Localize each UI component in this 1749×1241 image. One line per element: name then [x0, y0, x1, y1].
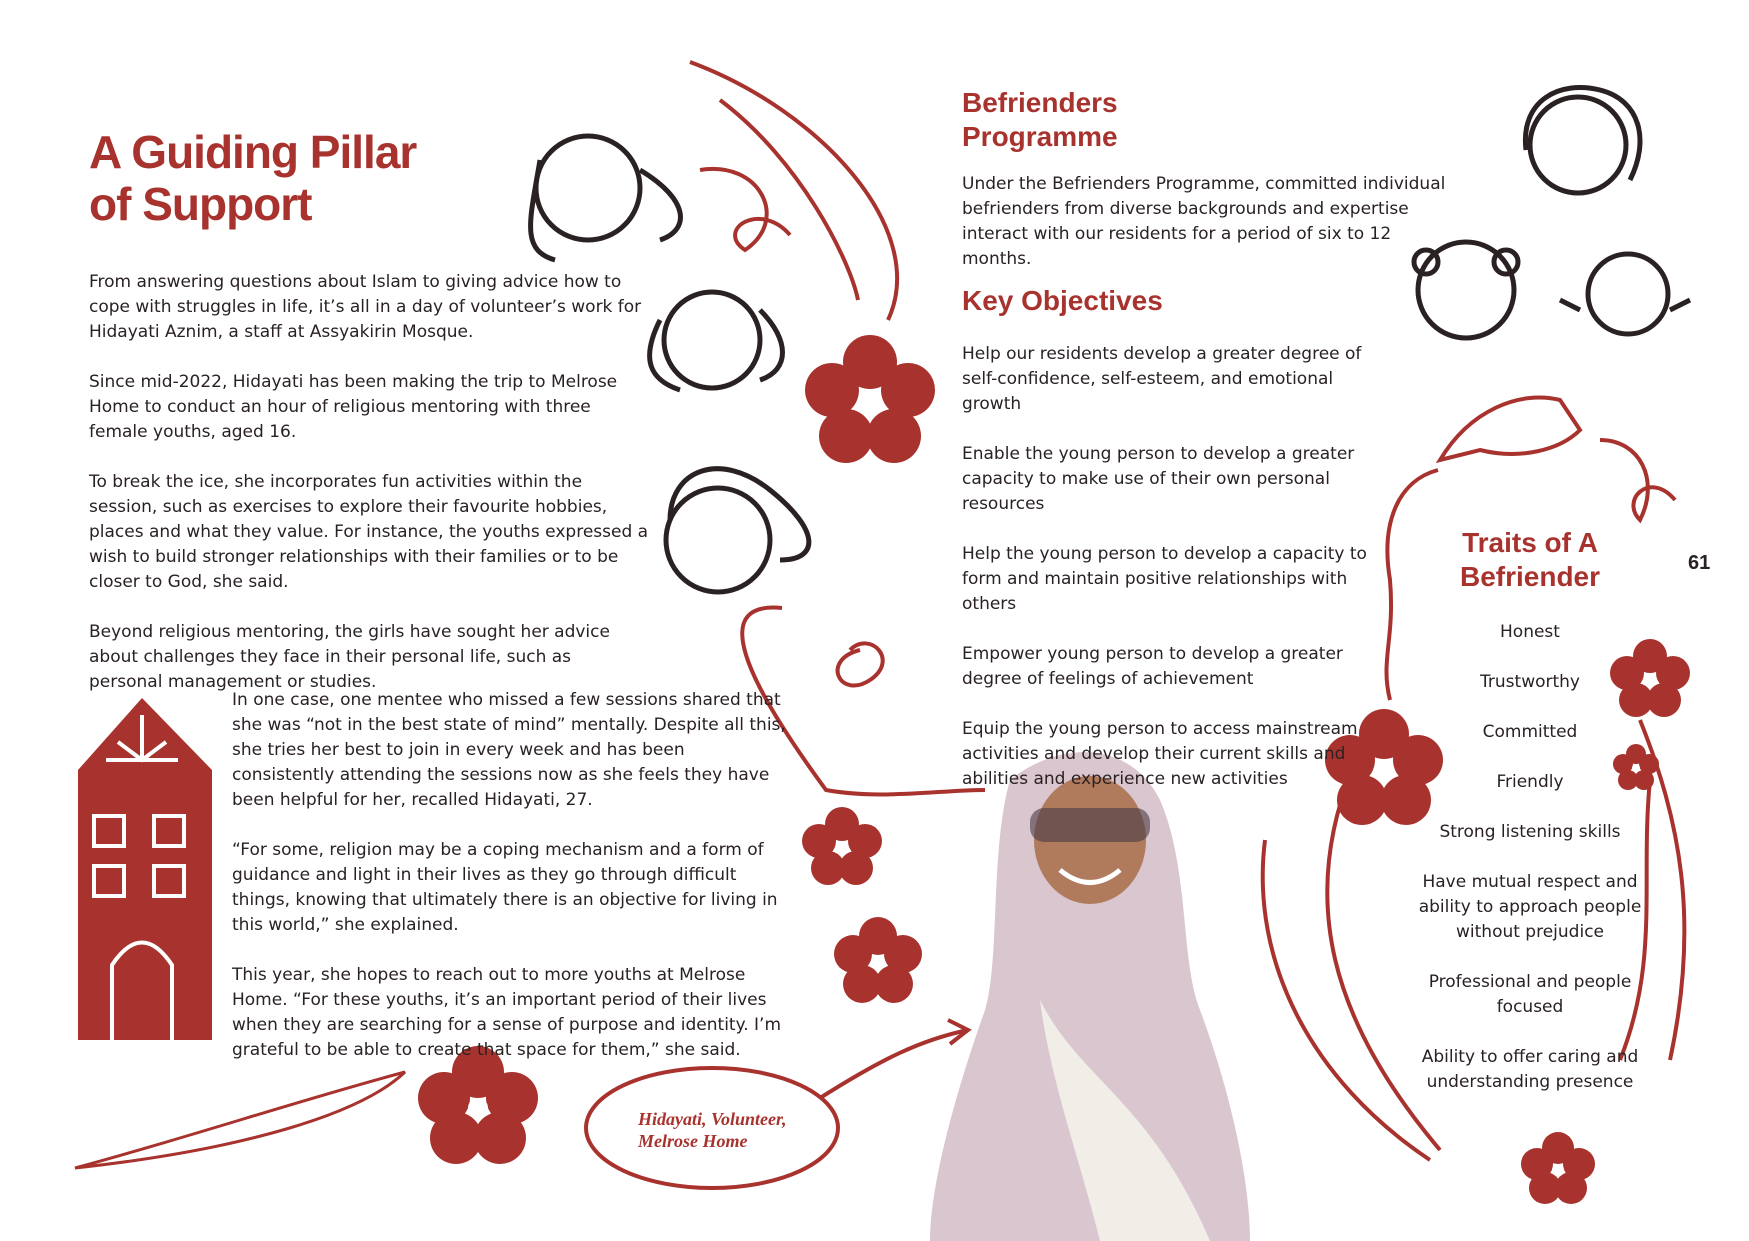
title-line-2: of Support	[89, 178, 312, 230]
trait-item: Ability to offer caring and understanding presence	[1421, 1047, 1639, 1092]
befrienders-heading-line-1: Befrienders	[962, 87, 1118, 118]
befrienders-heading-line-2: Programme	[962, 121, 1118, 152]
article-left-column	[89, 270, 649, 720]
trait-item: Friendly	[1496, 772, 1564, 792]
trait-item: Have mutual respect and ability to approach people without prejudice	[1418, 872, 1642, 942]
page-title	[89, 126, 529, 230]
caption-line-1: Hidayati, Volunteer,	[638, 1109, 787, 1129]
article-paragraph: To break the ice, she incorporates fun activities within the session, such as exercises to explore their favourite hobbies, places and what they value. For instance, the youths expressed a wish to build stronger relationships with their families or to be closer to God, she said.	[89, 472, 649, 592]
article-paragraph: “For some, religion may be a coping mechanism and a form of guidance and light in their lives as they go through difficult things, knowing that ultimately there is an objective for living in this world,” she explained.	[232, 840, 778, 935]
trait-item: Honest	[1500, 622, 1560, 642]
article-paragraph: In one case, one mentee who missed a few sessions shared that she was “not in the best state of mind” mentally. Despite all this, she tries her best to join in every week and has been consistently attending the sessions now as she feels they have been helpful for her, recalled Hidayati, 27.	[232, 690, 786, 810]
article-paragraph: Beyond religious mentoring, the girls have sought her advice about challenges they face in their personal life, such as personal management or studies.	[89, 622, 610, 692]
article-middle-column	[232, 688, 792, 1088]
middle-flowers-illustration	[802, 335, 935, 1003]
befrienders-heading	[962, 86, 1142, 154]
trait-item: Strong listening skills	[1439, 822, 1621, 842]
article-paragraph: This year, she hopes to reach out to more youths at Melrose Home. “For these youths, it’s an important period of their lives when they are searching for a sense of purpose and identity. I’m grateful to be able to create that space for them,” she said.	[232, 965, 782, 1060]
article-paragraph: Since mid-2022, Hidayati has been making the trip to Melrose Home to conduct an hour of religious mentoring with three female youths, aged 16.	[89, 372, 618, 442]
objective-item: Help our residents develop a greater degree of self-confidence, self-esteem, and emotional growth	[962, 344, 1362, 414]
objective-item: Help the young person to develop a capacity to form and maintain positive relationships with others	[962, 544, 1367, 614]
objective-item: Empower young person to develop a greater degree of feelings of achievement	[962, 644, 1343, 689]
title-line-1: A Guiding Pillar	[89, 126, 417, 178]
objective-item: Equip the young person to access mainstream activities and develop their current skills and abilities and experience new activities	[962, 719, 1358, 789]
caption-line-2: Melrose Home	[638, 1131, 748, 1151]
traits-heading	[1430, 526, 1630, 594]
key-objectives-heading: Key Objectives	[962, 285, 1163, 316]
house-illustration	[78, 698, 212, 1040]
trait-item: Trustworthy	[1480, 672, 1580, 692]
traits-list	[1410, 620, 1650, 1120]
article-paragraph: From answering questions about Islam to giving advice how to cope with struggles in life, it’s all in a day of volunteer’s work for Hidayati Aznim, a staff at Assyakirin Mosque.	[89, 272, 642, 342]
trait-item: Committed	[1482, 722, 1578, 742]
befrienders-description: Under the Befrienders Programme, committed individual befrienders from diverse backgrounds and expertise interact with our residents for a period of six to 12 months.	[962, 174, 1446, 269]
trait-item: Professional and people focused	[1428, 972, 1632, 1017]
photo-caption	[638, 1108, 838, 1152]
page-number: 61	[1688, 552, 1711, 574]
objective-item: Enable the young person to develop a greater capacity to make use of their own personal resources	[962, 444, 1355, 514]
traits-heading-line-1: Traits of A	[1462, 527, 1598, 558]
volunteer-photo	[930, 752, 1250, 1241]
key-objectives-list	[962, 342, 1392, 817]
traits-heading-line-2: Befriender	[1459, 561, 1601, 592]
